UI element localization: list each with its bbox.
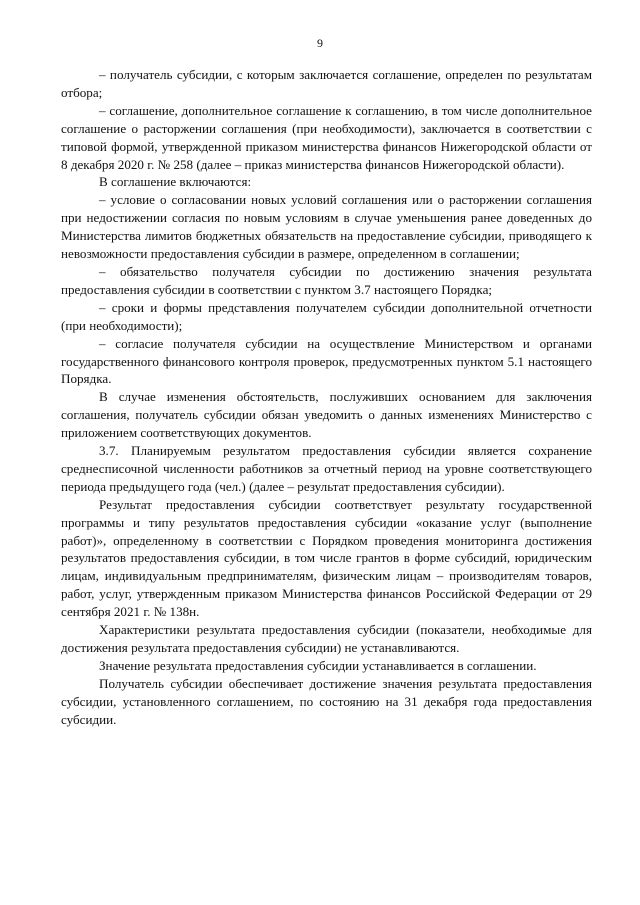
paragraph-reporting-terms: – сроки и формы представления получателем субсидии дополнительной отчетности (при необходимости); <box>61 299 592 333</box>
paragraph-planned-result: 3.7. Планируемым результатом предоставления субсидии является сохранение среднесписочной численности работников за отчетный период на уровне соответствующего периода предыдущего года (чел.) (далее – результат предоставления субсидии). <box>61 443 592 494</box>
page-number: 9 <box>317 36 323 50</box>
paragraph-agreement-form: – соглашение, дополнительное соглашение к соглашению, в том числе дополнительное соглашение о расторжении соглашения (при необходимости), заключается в соответствии с типовой формой, утвержденной приказом министерства финансов Нижегородской области от 8 декабря 2020 г. № 258 (далее – приказ министерства финансов Нижегородской области). <box>61 102 592 172</box>
paragraph-result-achievement: Получатель субсидии обеспечивает достижение значения результата предоставления субсидии, установленного соглашением, по состоянию на 31 декабря года предоставления субсидии. <box>61 675 592 727</box>
document-body <box>61 66 592 729</box>
paragraph-agreement-includes: В соглашение включаются: <box>99 174 252 190</box>
paragraph-result-characteristics: Характеристики результата предоставления субсидии (показатели, необходимые для достижения результата предоставления субсидии) не устанавливаются. <box>61 622 592 655</box>
paragraph-recipient-determined: – получатель субсидии, с которым заключается соглашение, определен по результатам отбора; <box>61 67 592 100</box>
paragraph-new-conditions: – условие о согласовании новых условий соглашения или о расторжении соглашения при недостижении согласия по новым условиям в случае уменьшения ранее доведенных до Министерства лимитов бюджетных обязательств на предоставление субсидии, приводящего к невозможности предоставления субсидии в размере, определенном в соглашении; <box>61 192 592 262</box>
paragraph-result-value: Значение результата предоставления субсидии устанавливается в соглашении. <box>99 657 537 673</box>
paragraph-result-correspondence: Результат предоставления субсидии соответствует результату государственной программы и типу результатов предоставления субсидии «оказание услуг (выполнение работ)», определенному в соответствии с Порядком проведения мониторинга достижения результатов предоставления субсидии, в том числе грантов в форме субсидий, юридическим лицам, индивидуальным предпринимателям, физическим лицам – производителям товаров, работ, услуг, утвержденным приказом Министерства финансов Российской Федерации от 29 сентября 2021 г. № 138н. <box>61 496 592 620</box>
paragraph-consent-inspections: – согласие получателя субсидии на осуществление Министерством и органами государственного финансового контроля проверок, предусмотренных пунктом 5.1 настоящего Порядка. <box>61 335 592 387</box>
paragraph-circumstances-change: В случае изменения обстоятельств, послуживших основанием для заключения соглашения, получатель субсидии обязан уведомить о данных изменениях Министерство с приложением соответствующих документов. <box>61 389 592 441</box>
paragraph-obligation-result: – обязательство получателя субсидии по достижению значения результата предоставления субсидии в соответствии с пунктом 3.7 настоящего Порядка; <box>61 263 592 297</box>
